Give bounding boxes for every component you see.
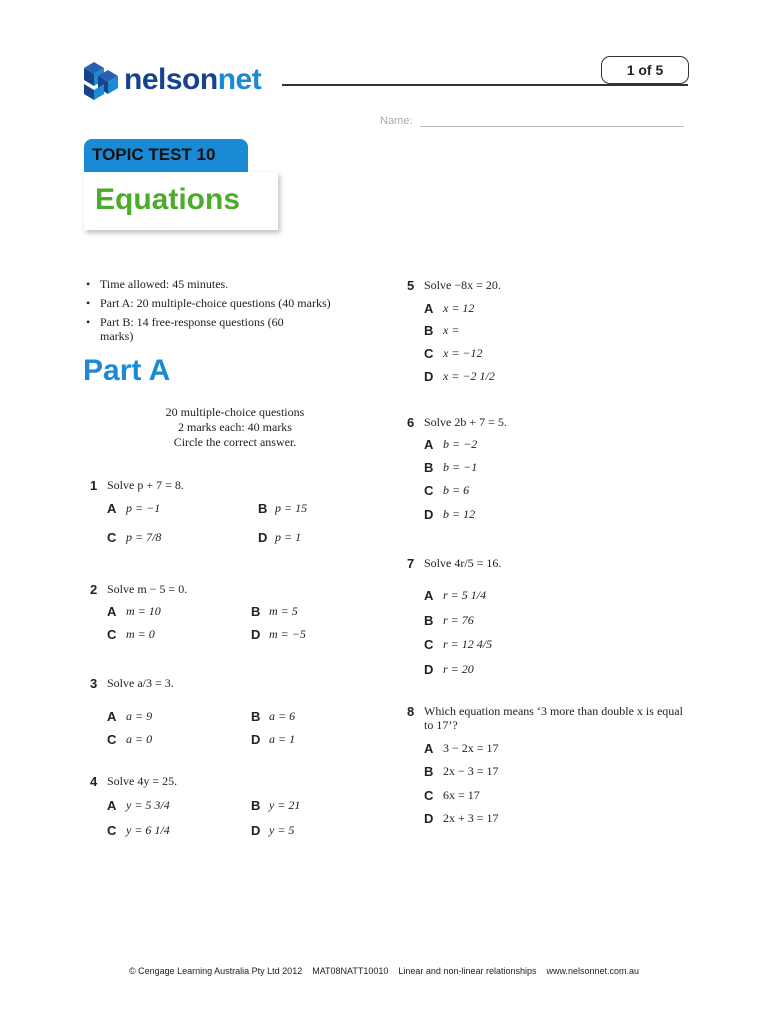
question-stem: Solve 2b + 7 = 5. (424, 415, 507, 429)
option-text[interactable]: b = 6 (443, 483, 470, 497)
question-stem: Solve m − 5 = 0. (107, 582, 188, 596)
option-letter[interactable]: A (107, 501, 117, 516)
option-letter[interactable]: C (107, 732, 117, 747)
option-letter[interactable]: A (107, 709, 117, 724)
question-number: 2 (90, 582, 98, 597)
question-number: 5 (407, 278, 415, 293)
question-number: 3 (90, 676, 98, 691)
question-number: 8 (407, 704, 415, 719)
option-text[interactable]: p = 7/8 (126, 530, 162, 544)
option-text[interactable]: r = 76 (443, 613, 474, 627)
list-item: • Part B: 14 free-response questions (60 marks) (86, 315, 310, 343)
name-label: Name: (380, 115, 413, 127)
option-text[interactable]: x = −12 (443, 346, 483, 360)
option-letter[interactable]: C (424, 637, 434, 652)
page-indicator: 1 of 5 (601, 56, 689, 84)
option-letter[interactable]: B (424, 460, 434, 475)
option-text[interactable]: p = 1 (275, 530, 302, 544)
part-instructions (140, 405, 330, 450)
option-text[interactable]: a = 6 (269, 709, 296, 723)
option-letter[interactable]: D (251, 627, 261, 642)
page-footer: © Cengage Learning Australia Pty Ltd 2012 MAT08NATT10010 Linear and non-linear relationships www.nelsonnet.com.au (128, 966, 640, 976)
option-letter[interactable]: B (251, 604, 261, 619)
question-number: 7 (407, 556, 415, 571)
instruction-line: 2 marks each: 40 marks (178, 420, 292, 434)
instruction-line: 20 multiple-choice questions (165, 405, 305, 419)
option-letter[interactable]: B (424, 764, 434, 779)
option-text[interactable]: x = (443, 323, 460, 337)
option-text[interactable]: b = −1 (443, 460, 478, 474)
option-text[interactable]: b = −2 (443, 437, 478, 451)
option-letter[interactable]: A (107, 798, 117, 813)
topic-badge: TOPIC TEST 10 (84, 139, 248, 175)
option-text[interactable]: p = 15 (275, 501, 308, 515)
option-text[interactable]: a = 0 (126, 732, 153, 746)
option-letter[interactable]: A (424, 741, 434, 756)
page-title: Equations (95, 183, 241, 216)
question-stem: Solve a/3 = 3. (107, 676, 174, 690)
list-item: • Time allowed: 45 minutes. (86, 277, 336, 291)
option-letter[interactable]: B (424, 613, 434, 628)
option-text[interactable]: m = 5 (269, 604, 298, 618)
test-info-list (86, 277, 336, 348)
question-number: 1 (90, 478, 98, 493)
option-text[interactable]: y = 6 1/4 (126, 823, 170, 837)
option-text[interactable]: y = 5 (269, 823, 295, 837)
option-text[interactable]: r = 20 (443, 662, 474, 676)
nelsonnet-logo-icon (80, 58, 122, 102)
option-letter[interactable]: B (251, 798, 261, 813)
option-text[interactable]: 2x + 3 = 17 (443, 811, 499, 825)
instruction-line: Circle the correct answer. (173, 435, 297, 449)
option-text[interactable]: m = −5 (269, 627, 306, 641)
option-letter[interactable]: A (424, 588, 434, 603)
question-stem: Solve 4y = 25. (107, 774, 178, 788)
option-text[interactable]: y = 5 3/4 (126, 798, 170, 812)
option-text[interactable]: a = 1 (269, 732, 296, 746)
option-letter[interactable]: D (251, 823, 261, 838)
option-letter[interactable]: B (258, 501, 268, 516)
question-stem: Solve p + 7 = 8. (107, 478, 184, 492)
option-text[interactable]: r = 5 1/4 (443, 588, 487, 602)
option-letter[interactable]: A (424, 301, 434, 316)
option-text[interactable]: 2x − 3 = 17 (443, 764, 499, 778)
option-letter[interactable]: B (424, 323, 434, 338)
option-letter[interactable]: C (107, 823, 117, 838)
option-letter[interactable]: D (258, 530, 268, 545)
option-text[interactable]: x = −2 1/2 (443, 369, 495, 383)
option-letter[interactable]: D (424, 369, 434, 384)
option-letter[interactable]: B (251, 709, 261, 724)
list-item: • Part A: 20 multiple-choice questions (40 marks) (86, 296, 336, 310)
header-rule (282, 84, 688, 86)
option-letter[interactable]: C (424, 483, 434, 498)
option-letter[interactable]: A (107, 604, 117, 619)
option-text[interactable]: b = 12 (443, 507, 476, 521)
option-letter[interactable]: D (251, 732, 261, 747)
option-letter[interactable]: C (424, 346, 434, 361)
option-text[interactable]: 3 − 2x = 17 (443, 741, 499, 755)
option-letter[interactable]: C (107, 530, 117, 545)
option-text[interactable]: 6x = 17 (443, 788, 480, 802)
option-text[interactable]: p = −1 (126, 501, 161, 515)
option-text[interactable]: a = 9 (126, 709, 153, 723)
name-field[interactable] (420, 126, 684, 127)
option-letter[interactable]: A (424, 437, 434, 452)
question-stem: Solve −8x = 20. (424, 278, 501, 292)
option-letter[interactable]: C (424, 788, 434, 803)
option-letter[interactable]: D (424, 507, 434, 522)
question-number: 4 (90, 774, 98, 789)
option-letter[interactable]: C (107, 627, 117, 642)
option-text[interactable]: m = 10 (126, 604, 161, 618)
option-text[interactable]: r = 12 4/5 (443, 637, 493, 651)
question-number: 6 (407, 415, 415, 430)
option-text[interactable]: x = 12 (443, 301, 475, 315)
option-letter[interactable]: D (424, 811, 434, 826)
question-stem: Which equation means ‘3 more than double x is equal to 17’? (424, 704, 683, 732)
part-heading: Part A (83, 354, 171, 387)
option-text[interactable]: m = 0 (126, 627, 155, 641)
question-stem: Solve 4r/5 = 16. (424, 556, 502, 570)
option-letter[interactable]: D (424, 662, 434, 677)
nelsonnet-logo-text: nelsonnet (124, 63, 262, 96)
option-text[interactable]: y = 21 (269, 798, 301, 812)
